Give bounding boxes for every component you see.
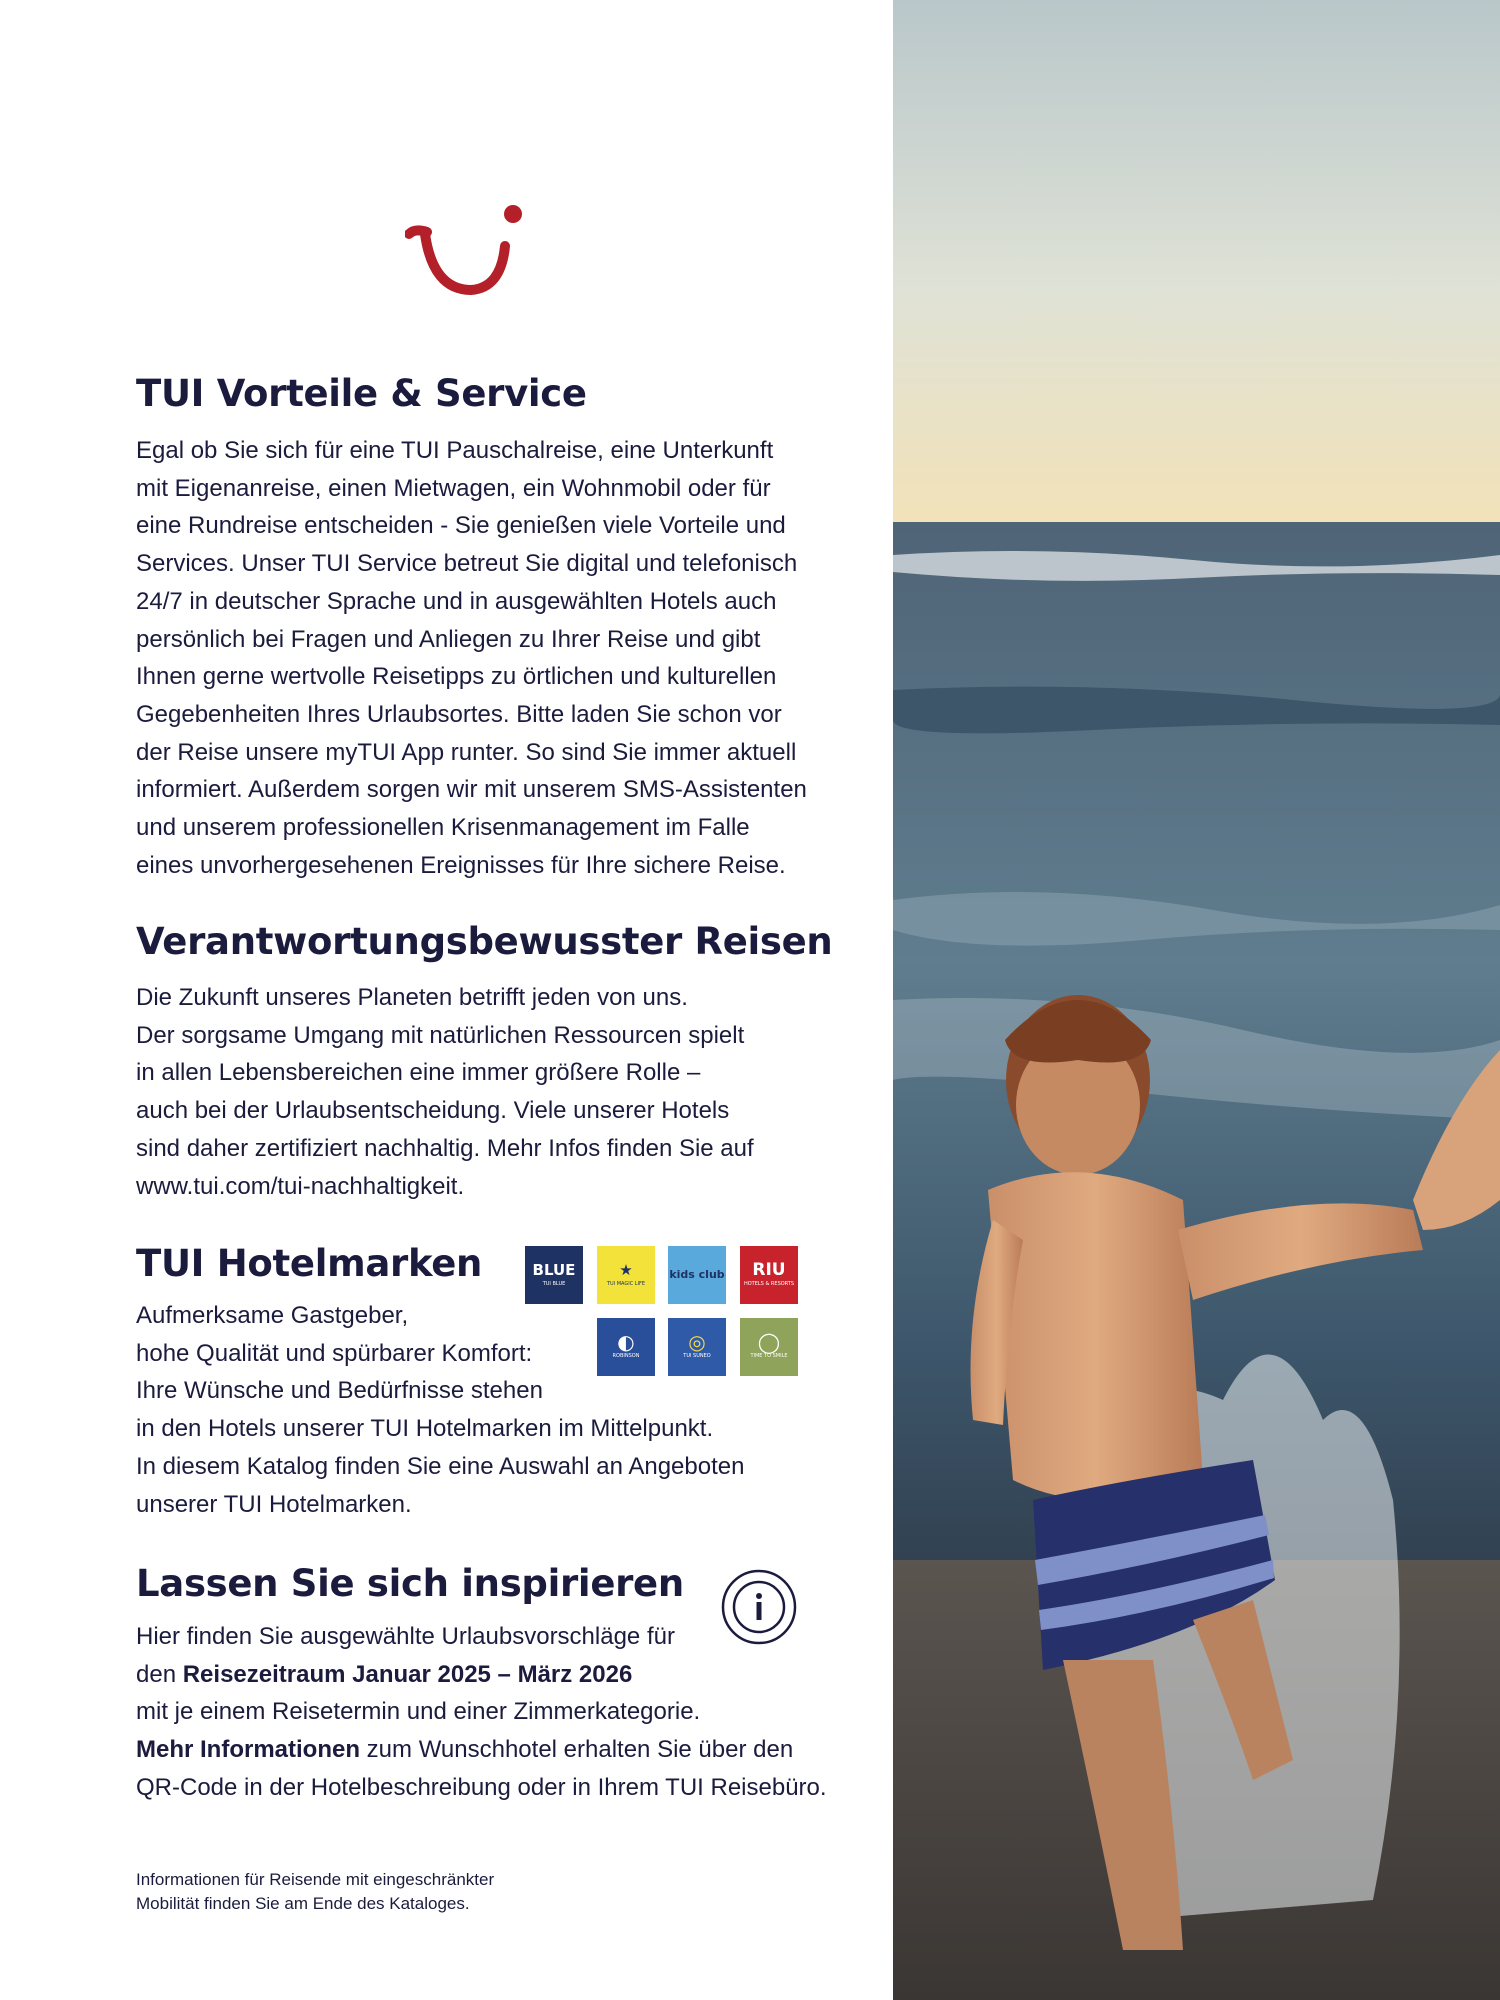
- body-line: in den Hotels unserer TUI Hotelmarken im Mittelpunkt.: [136, 1415, 714, 1443]
- body-line: eine Rundreise entscheiden - Sie genießen viele Vorteile und: [136, 512, 786, 540]
- body-line: Aufmerksame Gastgeber,: [136, 1302, 409, 1329]
- body-line: Ihre Wünsche und Bedürfnisse stehen: [136, 1377, 543, 1405]
- more-info-highlight: Mehr Informationen: [136, 1736, 361, 1764]
- brand-logo-time-to-smile: ◯ TIME TO SMILE: [740, 1318, 798, 1376]
- brand-logo-robinson: ◐ ROBINSON: [597, 1318, 655, 1376]
- body-line: In diesem Katalog finden Sie eine Auswahl an Angeboten: [136, 1452, 745, 1480]
- body-line: informiert. Außerdem sorgen wir mit unserem SMS-Assistenten: [136, 776, 807, 804]
- section-title-hotelmarken: TUI Hotelmarken: [136, 1242, 483, 1285]
- photo-illustration: [893, 0, 1500, 2000]
- body-line: mit je einem Reisetermin und einer Zimmerkategorie.: [136, 1698, 701, 1726]
- brand-logo-magic-life: ★ TUI MAGIC LIFE: [597, 1246, 655, 1304]
- body-line: Gegebenheiten Ihres Urlaubsortes. Bitte laden Sie schon vor: [136, 700, 782, 728]
- body-line: Mehr Informationen zum Wunschhotel erhalten Sie über den: [136, 1736, 794, 1764]
- body-line: www.tui.com/tui-nachhaltigkeit.: [136, 1172, 465, 1200]
- mobility-footnote: Informationen für Reisende mit eingeschränkter Mobilität finden Sie am Ende des Kataloges.: [136, 1870, 495, 1913]
- body-line: QR-Code in der Hotelbeschreibung oder in Ihrem TUI Reisebüro.: [136, 1773, 827, 1801]
- section-title-vorteile: TUI Vorteile & Service: [136, 372, 587, 415]
- body-line: 24/7 in deutscher Sprache und in ausgewählten Hotels auch: [136, 587, 777, 615]
- body-line: persönlich bei Fragen und Anliegen zu Ihrer Reise und gibt: [136, 625, 761, 653]
- body-line: den Reisezeitraum Januar 2025 – März 2026: [136, 1660, 633, 1688]
- section-body-vorteile: [136, 432, 807, 884]
- section-title-verantwortung: Verantwortungsbewusster Reisen: [136, 920, 833, 963]
- brand-logo-kids-club: kids club: [668, 1246, 726, 1304]
- beach-boy-photo: [893, 0, 1500, 2000]
- body-line: Ihnen gerne wertvolle Reisetipps zu örtlichen und kulturellen: [136, 663, 777, 691]
- body-line: Services. Unser TUI Service betreut Sie digital und telefonisch: [136, 550, 798, 578]
- hotel-brand-logos: [525, 1246, 801, 1378]
- brand-logo-tui-blue: BLUE TUI BLUE: [525, 1246, 583, 1304]
- body-line: Hier finden Sie ausgewählte Urlaubsvorschläge für: [136, 1623, 675, 1650]
- brand-logo-suneo: ◎ TUI SUNEO: [668, 1318, 726, 1376]
- body-line: unserer TUI Hotelmarken.: [136, 1490, 412, 1518]
- section-body-verantwortung: [136, 979, 754, 1205]
- body-line: Die Zukunft unseres Planeten betrifft jeden von uns.: [136, 984, 688, 1011]
- body-line: Egal ob Sie sich für eine TUI Pauschalreise, eine Unterkunft: [136, 437, 774, 464]
- section-body-inspirieren: [136, 1618, 827, 1807]
- body-line: auch bei der Urlaubsentscheidung. Viele unserer Hotels: [136, 1097, 730, 1125]
- body-line: sind daher zertifiziert nachhaltig. Mehr Infos finden Sie auf: [136, 1134, 754, 1162]
- travel-period-highlight: Reisezeitraum Januar 2025 – März 2026: [182, 1660, 633, 1688]
- body-line: in allen Lebensbereichen eine immer größere Rolle –: [136, 1059, 701, 1087]
- body-line: mit Eigenanreise, einen Mietwagen, ein Wohnmobil oder für: [136, 474, 771, 502]
- brand-logo-riu: RIU HOTELS & RESORTS: [740, 1246, 798, 1304]
- body-line: hohe Qualität und spürbarer Komfort:: [136, 1339, 533, 1367]
- body-line: und unserem professionellen Krisenmanagement im Falle: [136, 814, 750, 842]
- body-line: Der sorgsame Umgang mit natürlichen Ressourcen spielt: [136, 1021, 745, 1049]
- body-line: der Reise unsere myTUI App runter. So sind Sie immer aktuell: [136, 738, 797, 766]
- section-title-inspirieren: Lassen Sie sich inspirieren: [136, 1562, 684, 1605]
- body-line: eines unvorhergesehenen Ereignisses für Ihre sichere Reise.: [136, 851, 786, 879]
- tui-smile-logo-icon: [405, 198, 525, 298]
